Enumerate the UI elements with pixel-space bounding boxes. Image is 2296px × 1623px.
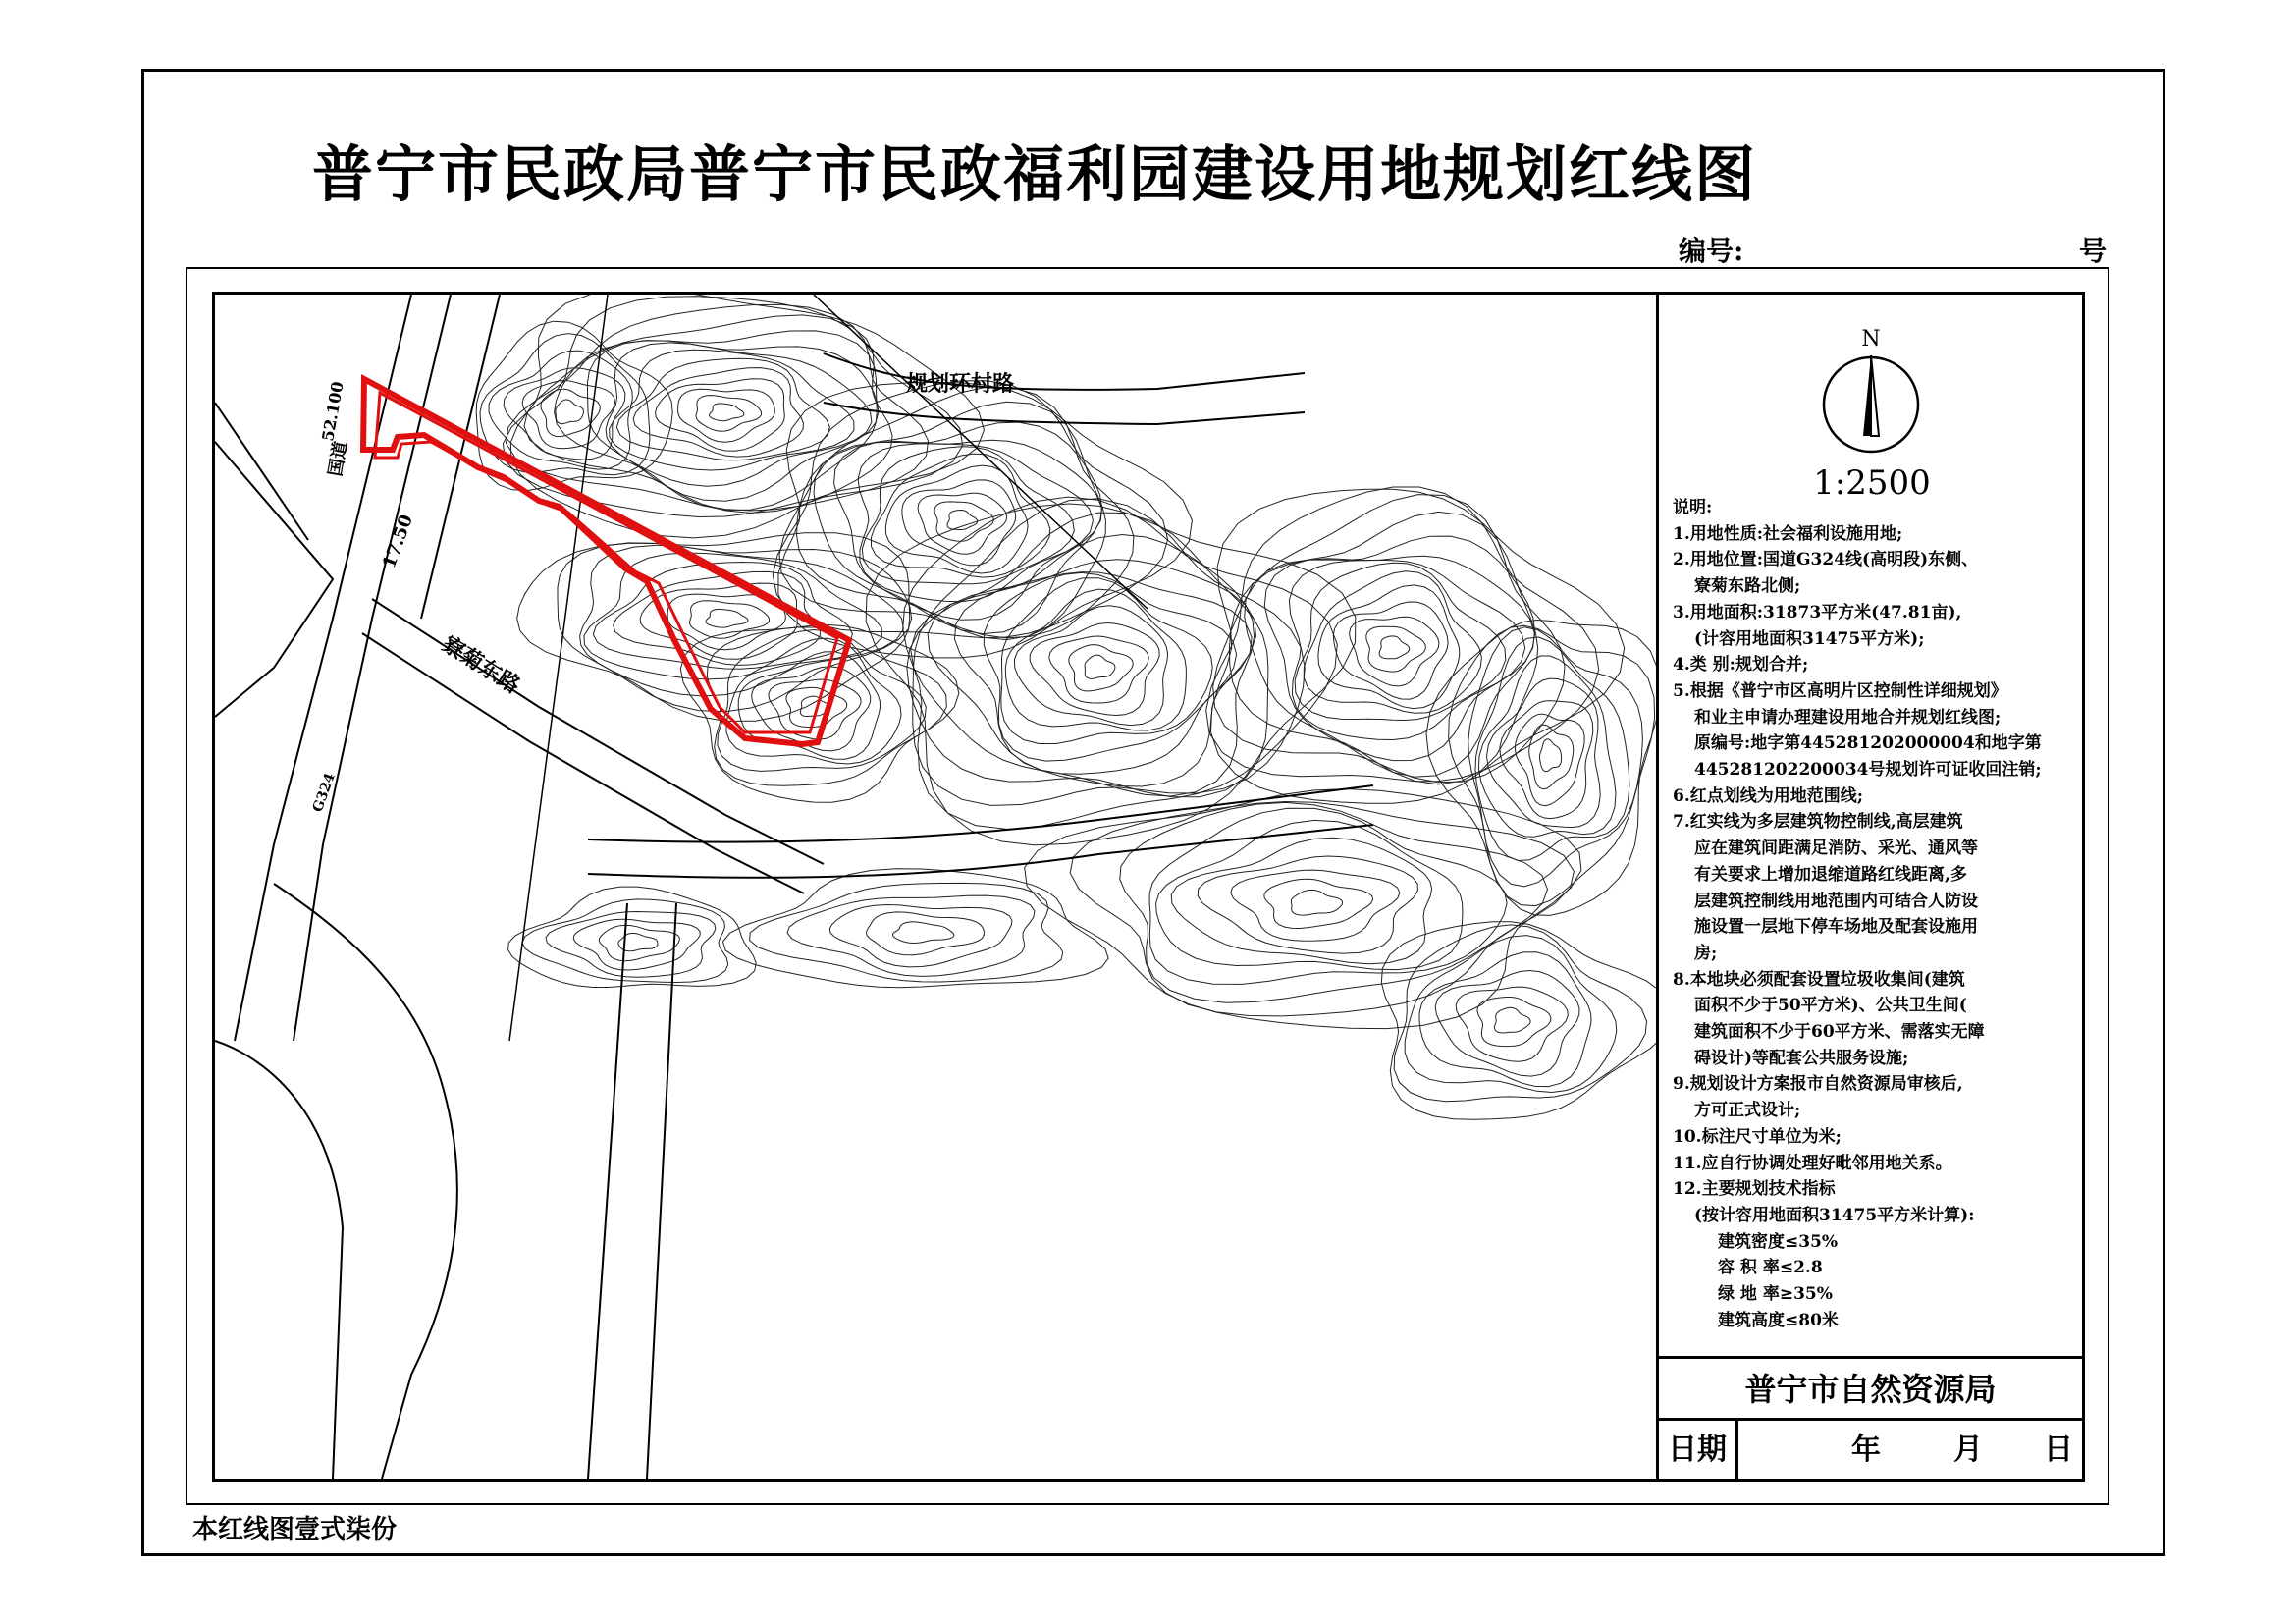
highway-label: 国道 bbox=[325, 439, 352, 478]
note-line: 应在建筑间距满足消防、采光、通风等 bbox=[1694, 839, 1978, 859]
contour-line bbox=[1540, 739, 1562, 772]
north-arrow-icon bbox=[1812, 326, 1930, 463]
contour-line bbox=[928, 560, 1255, 786]
contour-line bbox=[507, 304, 929, 511]
contour-line bbox=[541, 389, 600, 436]
road-lines bbox=[215, 295, 1373, 1479]
contour-line bbox=[1379, 636, 1409, 659]
contour-line bbox=[1085, 655, 1115, 678]
contour-line bbox=[546, 912, 716, 978]
date-day: 日 bbox=[2044, 1433, 2073, 1467]
date-year: 年 bbox=[1851, 1433, 1881, 1467]
note-line: 10.标注尺寸单位为米; bbox=[1673, 1126, 1842, 1147]
note-line: 1.用地性质:社会福利设施用地; bbox=[1673, 523, 1903, 544]
contour-line bbox=[903, 497, 1338, 829]
note-line: 5.根据《普宁市区高明片区控制性详细规划》 bbox=[1673, 680, 2007, 701]
contour-line bbox=[504, 297, 963, 517]
contour-line bbox=[867, 912, 985, 955]
contour-line bbox=[556, 400, 584, 424]
note-line: 层建筑控制线用地范围内可结合人防设 bbox=[1694, 891, 1978, 911]
contour-line bbox=[599, 925, 679, 960]
contour-line bbox=[872, 454, 1050, 577]
contour-line bbox=[1456, 987, 1568, 1061]
contour-line bbox=[1198, 856, 1417, 953]
note-line: 容 积 率≤2.8 bbox=[1718, 1258, 1823, 1278]
serial-label: 编号: bbox=[1679, 235, 1744, 267]
map-scale: 1:2500 bbox=[1813, 463, 1931, 503]
contour-line bbox=[656, 379, 785, 452]
contour-line bbox=[489, 351, 632, 469]
dimension-label: 17.50 bbox=[378, 512, 417, 571]
contour-line bbox=[555, 331, 878, 511]
note-line: (计容用地面积31475平方米); bbox=[1694, 628, 1925, 649]
contour-line bbox=[1231, 870, 1400, 941]
road-code-label: G324 bbox=[309, 771, 339, 815]
contour-line bbox=[769, 679, 861, 739]
contour-line bbox=[606, 343, 872, 486]
contour-line bbox=[1333, 602, 1448, 699]
note-line: 方可正式设计; bbox=[1694, 1101, 1801, 1121]
note-line: 房; bbox=[1694, 943, 1718, 963]
note-line: 445281202200034号规划许可证收回注销; bbox=[1694, 760, 2042, 781]
note-line: 有关要求上增加退缩道路红线距离,多 bbox=[1694, 864, 1967, 885]
note-line: 3.用地面积:31873平方米(47.81亩), bbox=[1673, 602, 1962, 622]
contour-line bbox=[1049, 636, 1149, 703]
note-line: 和业主申请办理建设用地合并规划红线图; bbox=[1694, 707, 2002, 728]
note-line: 寮菊东路北侧; bbox=[1694, 576, 1801, 597]
contour-line bbox=[1025, 789, 1581, 1029]
copies-note: 本红线图壹式柒份 bbox=[192, 1515, 398, 1544]
contour-line bbox=[1229, 512, 1537, 784]
note-line: 施设置一层地下停车场地及配套设施用 bbox=[1694, 917, 1978, 938]
note-line: 8.本地块必须配套设置垃圾收集间(建筑 bbox=[1673, 969, 1965, 990]
contour-line bbox=[1014, 606, 1167, 726]
contour-line bbox=[1304, 571, 1481, 714]
note-line: 建筑高度≤80米 bbox=[1718, 1310, 1839, 1330]
contour-line bbox=[1295, 563, 1506, 720]
contour-line bbox=[706, 610, 748, 628]
date-month: 月 bbox=[1953, 1433, 1983, 1467]
contour-line bbox=[710, 404, 744, 421]
contour-line bbox=[913, 499, 1305, 806]
contour-line bbox=[1477, 998, 1551, 1047]
note-line: 建筑密度≤35% bbox=[1718, 1231, 1839, 1252]
note-line: 碍设计)等配套公共服务设施; bbox=[1694, 1048, 1909, 1068]
contour-line bbox=[1206, 487, 1599, 782]
contour-line bbox=[558, 543, 912, 712]
date-row bbox=[1659, 1418, 2082, 1482]
legend-panel bbox=[1656, 295, 2082, 1479]
contour-line bbox=[522, 381, 614, 449]
contour-line bbox=[1381, 922, 1656, 1120]
note-line: 9.规划设计方案报市自然资源局审核后, bbox=[1673, 1074, 1963, 1095]
page-title: 普宁市民政局普宁市民政福利园建设用地规划红线图 bbox=[311, 138, 1757, 210]
notes-heading: 说明: bbox=[1673, 498, 1713, 517]
note-line: 12.主要规划技术指标 bbox=[1673, 1179, 1836, 1200]
notes-list bbox=[1673, 521, 2077, 1334]
contour-line bbox=[934, 502, 993, 541]
contour-line bbox=[1419, 952, 1591, 1087]
serial-suffix: 号 bbox=[2079, 235, 2108, 267]
road-label-west: 寮菊东路 bbox=[437, 631, 525, 699]
map-drawing bbox=[215, 295, 1656, 1479]
contour-line bbox=[1449, 625, 1655, 905]
north-letter: N bbox=[1861, 327, 1881, 352]
contour-line bbox=[862, 447, 1074, 584]
note-line: 面积不少于50平方米)、公共卫生间( bbox=[1694, 996, 1967, 1016]
contour-line bbox=[696, 396, 762, 432]
site-plan-map bbox=[215, 295, 1656, 1479]
contour-line bbox=[1070, 802, 1574, 1016]
contour-line bbox=[1366, 626, 1426, 672]
issuing-authority: 普宁市自然资源局 bbox=[1659, 1356, 2082, 1421]
contour-line bbox=[1475, 637, 1629, 861]
note-line: 建筑面积不少于60平方米、需落实无障 bbox=[1694, 1022, 1985, 1043]
note-line: (按计容用地面积31475平方米计算): bbox=[1694, 1205, 1975, 1225]
contour-line bbox=[1264, 879, 1373, 928]
date-label: 日期 bbox=[1659, 1421, 1738, 1482]
note-line: 原编号:地字第445281202000004和地字第 bbox=[1694, 733, 2042, 754]
note-line: 6.红点划线为用地范围线; bbox=[1673, 785, 1864, 806]
bottom-left-lobe bbox=[215, 884, 457, 1479]
contour-line bbox=[858, 444, 1093, 602]
contour-line bbox=[787, 895, 1035, 976]
notes-block bbox=[1673, 495, 2077, 1334]
contour-line bbox=[1171, 838, 1431, 964]
contour-line bbox=[508, 887, 757, 987]
road-label-ring: 规划环村路 bbox=[906, 371, 1015, 397]
note-line: 绿 地 率≥35% bbox=[1718, 1284, 1833, 1305]
contour-line bbox=[524, 315, 892, 514]
road-chainage-label: 52.100 bbox=[318, 380, 347, 443]
contour-line bbox=[893, 922, 954, 944]
contour-line bbox=[1264, 556, 1534, 760]
note-line: 7.红实线为多层建筑物控制线,高层建筑 bbox=[1673, 812, 1963, 833]
contour-line bbox=[723, 869, 1109, 988]
terrain-contours bbox=[476, 295, 1656, 1119]
note-line: 2.用地位置:国道G324线(高明段)东侧、 bbox=[1673, 550, 1979, 570]
note-line: 4.类 别:规划合并; bbox=[1673, 655, 1809, 676]
note-line: 11.应自行协调处理好毗邻用地关系。 bbox=[1673, 1153, 1952, 1173]
contour-line bbox=[902, 480, 1016, 566]
contour-line bbox=[1069, 645, 1133, 691]
contour-line bbox=[1291, 890, 1342, 915]
contour-line bbox=[1494, 1007, 1530, 1033]
